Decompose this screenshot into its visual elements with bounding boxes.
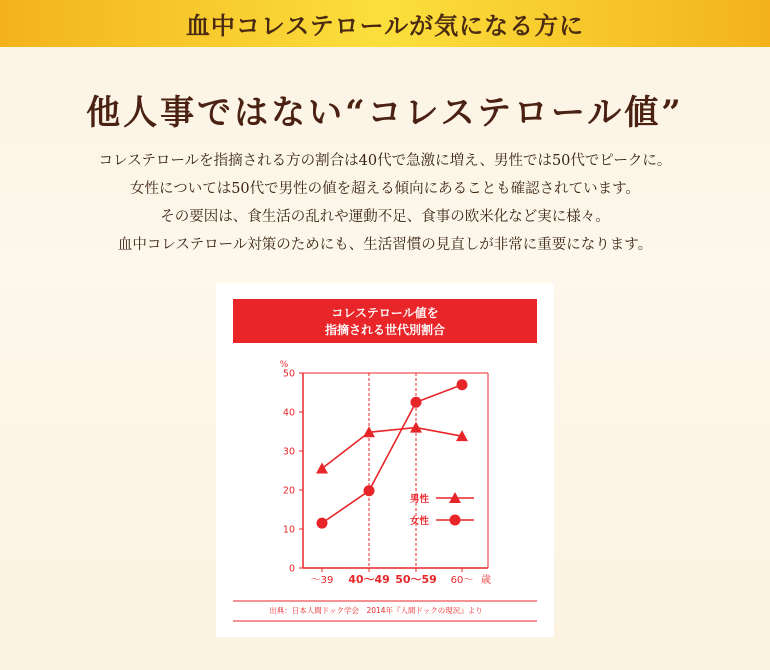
chart-source: 出典：日本人間ドック学会 2014年『人間ドックの現況』より (269, 606, 483, 615)
data-point-circle (411, 397, 422, 408)
description-paragraph (0, 147, 770, 259)
data-point-circle (364, 485, 375, 496)
x-axis-unit: 歳 (481, 575, 491, 586)
plot-area (233, 369, 537, 622)
data-point-triangle (410, 422, 422, 433)
data-point-triangle (316, 463, 328, 474)
y-tick-label: 0 (288, 563, 295, 575)
x-tick-label: 50〜59 (395, 573, 437, 586)
paragraph-line: その要因は、食生活の乱れや運動不足、食事の欧米化など実に様々。 (160, 209, 610, 225)
y-tick-label: 30 (282, 446, 295, 458)
chart-card (216, 283, 554, 637)
series-line-circle (322, 385, 462, 523)
chart-title-line: コレステロール値を (331, 306, 439, 320)
banner-title: 血中コレステロールが気になる方に (185, 12, 585, 40)
chart-title-line: 指摘される世代別割合 (324, 323, 446, 337)
x-tick-label: 40〜49 (348, 573, 390, 586)
top-banner (0, 0, 770, 47)
paragraph-line: 女性については50代で男性の値を超える傾向にあることも確認されています。 (130, 181, 640, 197)
paragraph-line: 血中コレステロール対策のためにも、生活習慣の見直しが非常に重要になります。 (117, 237, 653, 253)
x-tick-label: 60〜 (450, 575, 474, 586)
y-tick-label: 20 (282, 485, 295, 497)
paragraph-line: コレステロールを指摘される方の割合は40代で急激に増え、男性では50代でピークに。 (98, 153, 672, 169)
legend-circle-marker (450, 515, 461, 526)
legend-label: 女性 (409, 516, 429, 527)
headline: 他人事ではない“コレステロール値” (86, 93, 684, 133)
legend-label: 男性 (409, 494, 429, 505)
y-tick-label: 40 (282, 407, 295, 419)
data-point-circle (317, 518, 328, 529)
y-axis-unit: % (279, 360, 289, 370)
y-tick-label: 50 (282, 368, 295, 380)
x-tick-label: 〜39 (310, 575, 334, 586)
data-point-circle (457, 379, 468, 390)
y-tick-label: 10 (282, 524, 295, 536)
cholesterol-age-chart (216, 283, 554, 637)
